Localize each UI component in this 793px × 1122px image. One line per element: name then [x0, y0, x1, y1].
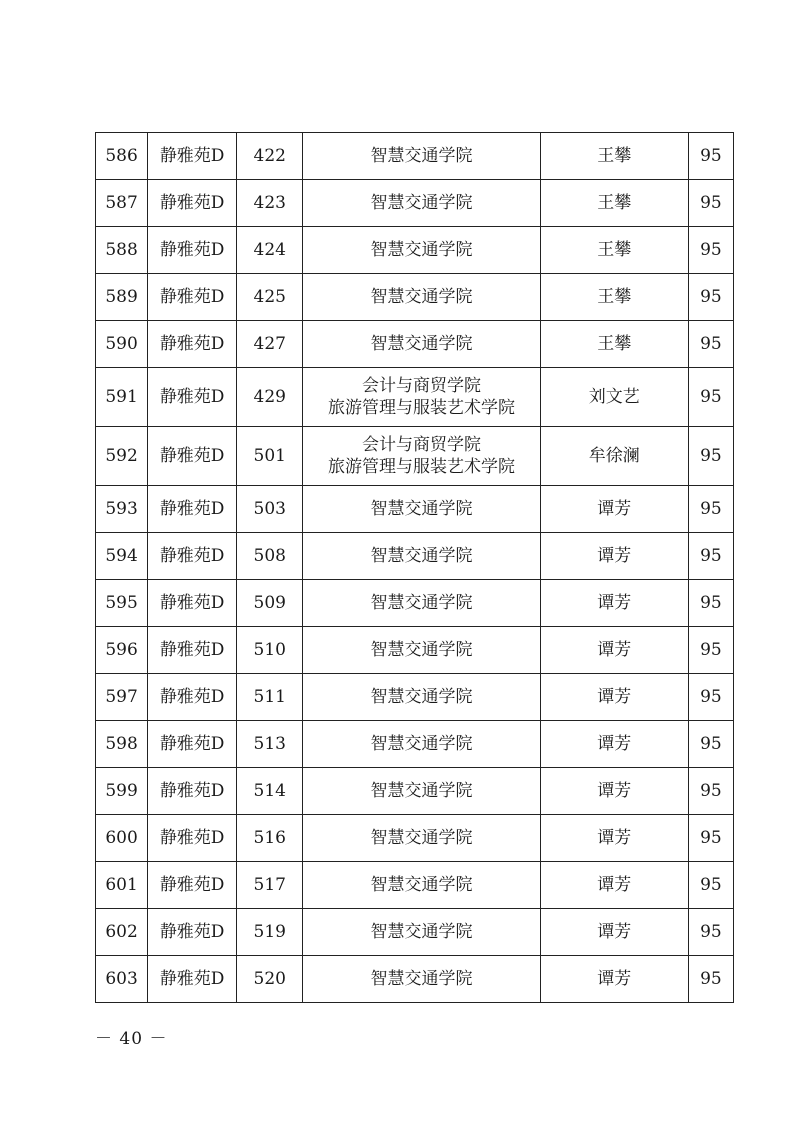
- college-cell: [303, 815, 540, 862]
- no-cell: 586: [96, 133, 148, 180]
- college-line: 智慧交通学院: [370, 593, 473, 613]
- college-cell: [303, 956, 540, 1003]
- table-row: [96, 368, 734, 427]
- score-cell: 95: [688, 768, 733, 815]
- college-line: 智慧交通学院: [370, 922, 473, 942]
- college-line: 会计与商贸学院: [361, 376, 481, 396]
- room-cell: 513: [237, 721, 303, 768]
- score-cell: 95: [688, 227, 733, 274]
- room-cell: 511: [237, 674, 303, 721]
- table-row: [96, 815, 734, 862]
- no-cell: 600: [96, 815, 148, 862]
- person-cell: 王攀: [540, 227, 688, 274]
- score-cell: 95: [688, 486, 733, 533]
- room-cell: 427: [237, 321, 303, 368]
- college-cell: [303, 627, 540, 674]
- no-cell: 601: [96, 862, 148, 909]
- table-row: [96, 180, 734, 227]
- no-cell: 587: [96, 180, 148, 227]
- table-row: [96, 427, 734, 486]
- college-line: 智慧交通学院: [370, 240, 473, 260]
- college-cell: [303, 227, 540, 274]
- building-cell: 静雅苑D: [148, 180, 237, 227]
- college-line: 智慧交通学院: [370, 875, 473, 895]
- score-cell: 95: [688, 180, 733, 227]
- score-cell: 95: [688, 815, 733, 862]
- person-cell: 谭芳: [540, 721, 688, 768]
- no-cell: 589: [96, 274, 148, 321]
- person-cell: 谭芳: [540, 815, 688, 862]
- score-cell: 95: [688, 627, 733, 674]
- score-cell: 95: [688, 368, 733, 427]
- person-cell: 王攀: [540, 274, 688, 321]
- table-row: [96, 627, 734, 674]
- building-cell: 静雅苑D: [148, 274, 237, 321]
- no-cell: 591: [96, 368, 148, 427]
- college-cell: [303, 274, 540, 321]
- room-cell: 508: [237, 533, 303, 580]
- table-row: [96, 580, 734, 627]
- no-cell: 594: [96, 533, 148, 580]
- building-cell: 静雅苑D: [148, 627, 237, 674]
- college-cell: [303, 368, 540, 427]
- dormitory-score-table: [95, 132, 734, 1003]
- college-cell: [303, 580, 540, 627]
- college-line: 智慧交通学院: [370, 781, 473, 801]
- college-line: 智慧交通学院: [370, 499, 473, 519]
- college-line: 智慧交通学院: [370, 146, 473, 166]
- college-cell: [303, 533, 540, 580]
- no-cell: 588: [96, 227, 148, 274]
- person-cell: 谭芳: [540, 956, 688, 1003]
- table-row: [96, 956, 734, 1003]
- college-cell: [303, 768, 540, 815]
- college-cell: [303, 674, 540, 721]
- room-cell: 510: [237, 627, 303, 674]
- room-cell: 501: [237, 427, 303, 486]
- building-cell: 静雅苑D: [148, 486, 237, 533]
- person-cell: 谭芳: [540, 627, 688, 674]
- no-cell: 597: [96, 674, 148, 721]
- building-cell: 静雅苑D: [148, 674, 237, 721]
- room-cell: 514: [237, 768, 303, 815]
- room-cell: 503: [237, 486, 303, 533]
- college-cell: [303, 486, 540, 533]
- college-cell: [303, 862, 540, 909]
- person-cell: 王攀: [540, 133, 688, 180]
- college-cell: [303, 133, 540, 180]
- college-line: 智慧交通学院: [370, 287, 473, 307]
- building-cell: 静雅苑D: [148, 227, 237, 274]
- score-cell: 95: [688, 721, 733, 768]
- building-cell: 静雅苑D: [148, 321, 237, 368]
- score-cell: 95: [688, 862, 733, 909]
- person-cell: 谭芳: [540, 486, 688, 533]
- no-cell: 596: [96, 627, 148, 674]
- person-cell: 牟徐澜: [540, 427, 688, 486]
- college-line: 智慧交通学院: [370, 546, 473, 566]
- college-cell: [303, 909, 540, 956]
- table-row: [96, 721, 734, 768]
- table-row: [96, 674, 734, 721]
- table-row: [96, 321, 734, 368]
- person-cell: 谭芳: [540, 580, 688, 627]
- person-cell: 刘文艺: [540, 368, 688, 427]
- no-cell: 603: [96, 956, 148, 1003]
- room-cell: 509: [237, 580, 303, 627]
- building-cell: 静雅苑D: [148, 133, 237, 180]
- room-cell: 519: [237, 909, 303, 956]
- building-cell: 静雅苑D: [148, 768, 237, 815]
- table-row: [96, 133, 734, 180]
- person-cell: 王攀: [540, 180, 688, 227]
- college-cell: [303, 427, 540, 486]
- table-row: [96, 533, 734, 580]
- no-cell: 590: [96, 321, 148, 368]
- college-line: 智慧交通学院: [370, 969, 473, 989]
- room-cell: 424: [237, 227, 303, 274]
- person-cell: 王攀: [540, 321, 688, 368]
- table-body: [96, 133, 734, 1003]
- no-cell: 602: [96, 909, 148, 956]
- college-cell: [303, 180, 540, 227]
- room-cell: 516: [237, 815, 303, 862]
- building-cell: 静雅苑D: [148, 862, 237, 909]
- room-cell: 517: [237, 862, 303, 909]
- building-cell: 静雅苑D: [148, 427, 237, 486]
- room-cell: 425: [237, 274, 303, 321]
- college-line: 智慧交通学院: [370, 193, 473, 213]
- person-cell: 谭芳: [540, 533, 688, 580]
- person-cell: 谭芳: [540, 674, 688, 721]
- building-cell: 静雅苑D: [148, 368, 237, 427]
- room-cell: 429: [237, 368, 303, 427]
- college-line: 旅游管理与服装艺术学院: [327, 398, 515, 418]
- person-cell: 谭芳: [540, 909, 688, 956]
- college-line: 智慧交通学院: [370, 640, 473, 660]
- no-cell: 598: [96, 721, 148, 768]
- college-line: 智慧交通学院: [370, 734, 473, 754]
- college-line: 智慧交通学院: [370, 687, 473, 707]
- score-cell: 95: [688, 133, 733, 180]
- table-row: [96, 274, 734, 321]
- college-cell: [303, 721, 540, 768]
- table-row: [96, 227, 734, 274]
- no-cell: 595: [96, 580, 148, 627]
- building-cell: 静雅苑D: [148, 721, 237, 768]
- building-cell: 静雅苑D: [148, 533, 237, 580]
- score-cell: 95: [688, 909, 733, 956]
- score-cell: 95: [688, 274, 733, 321]
- table-row: [96, 768, 734, 815]
- table-row: [96, 486, 734, 533]
- score-cell: 95: [688, 533, 733, 580]
- building-cell: 静雅苑D: [148, 956, 237, 1003]
- table-row: [96, 862, 734, 909]
- score-cell: 95: [688, 580, 733, 627]
- no-cell: 593: [96, 486, 148, 533]
- room-cell: 520: [237, 956, 303, 1003]
- college-line: 会计与商贸学院: [361, 435, 481, 455]
- building-cell: 静雅苑D: [148, 580, 237, 627]
- college-cell: [303, 321, 540, 368]
- room-cell: 422: [237, 133, 303, 180]
- score-cell: 95: [688, 674, 733, 721]
- college-line: 智慧交通学院: [370, 828, 473, 848]
- college-line: 智慧交通学院: [370, 334, 473, 354]
- room-cell: 423: [237, 180, 303, 227]
- page-number: － 40 －: [95, 1029, 168, 1049]
- score-cell: 95: [688, 321, 733, 368]
- person-cell: 谭芳: [540, 862, 688, 909]
- score-cell: 95: [688, 427, 733, 486]
- person-cell: 谭芳: [540, 768, 688, 815]
- score-cell: 95: [688, 956, 733, 1003]
- table-row: [96, 909, 734, 956]
- building-cell: 静雅苑D: [148, 909, 237, 956]
- college-line: 旅游管理与服装艺术学院: [327, 457, 515, 477]
- no-cell: 599: [96, 768, 148, 815]
- no-cell: 592: [96, 427, 148, 486]
- building-cell: 静雅苑D: [148, 815, 237, 862]
